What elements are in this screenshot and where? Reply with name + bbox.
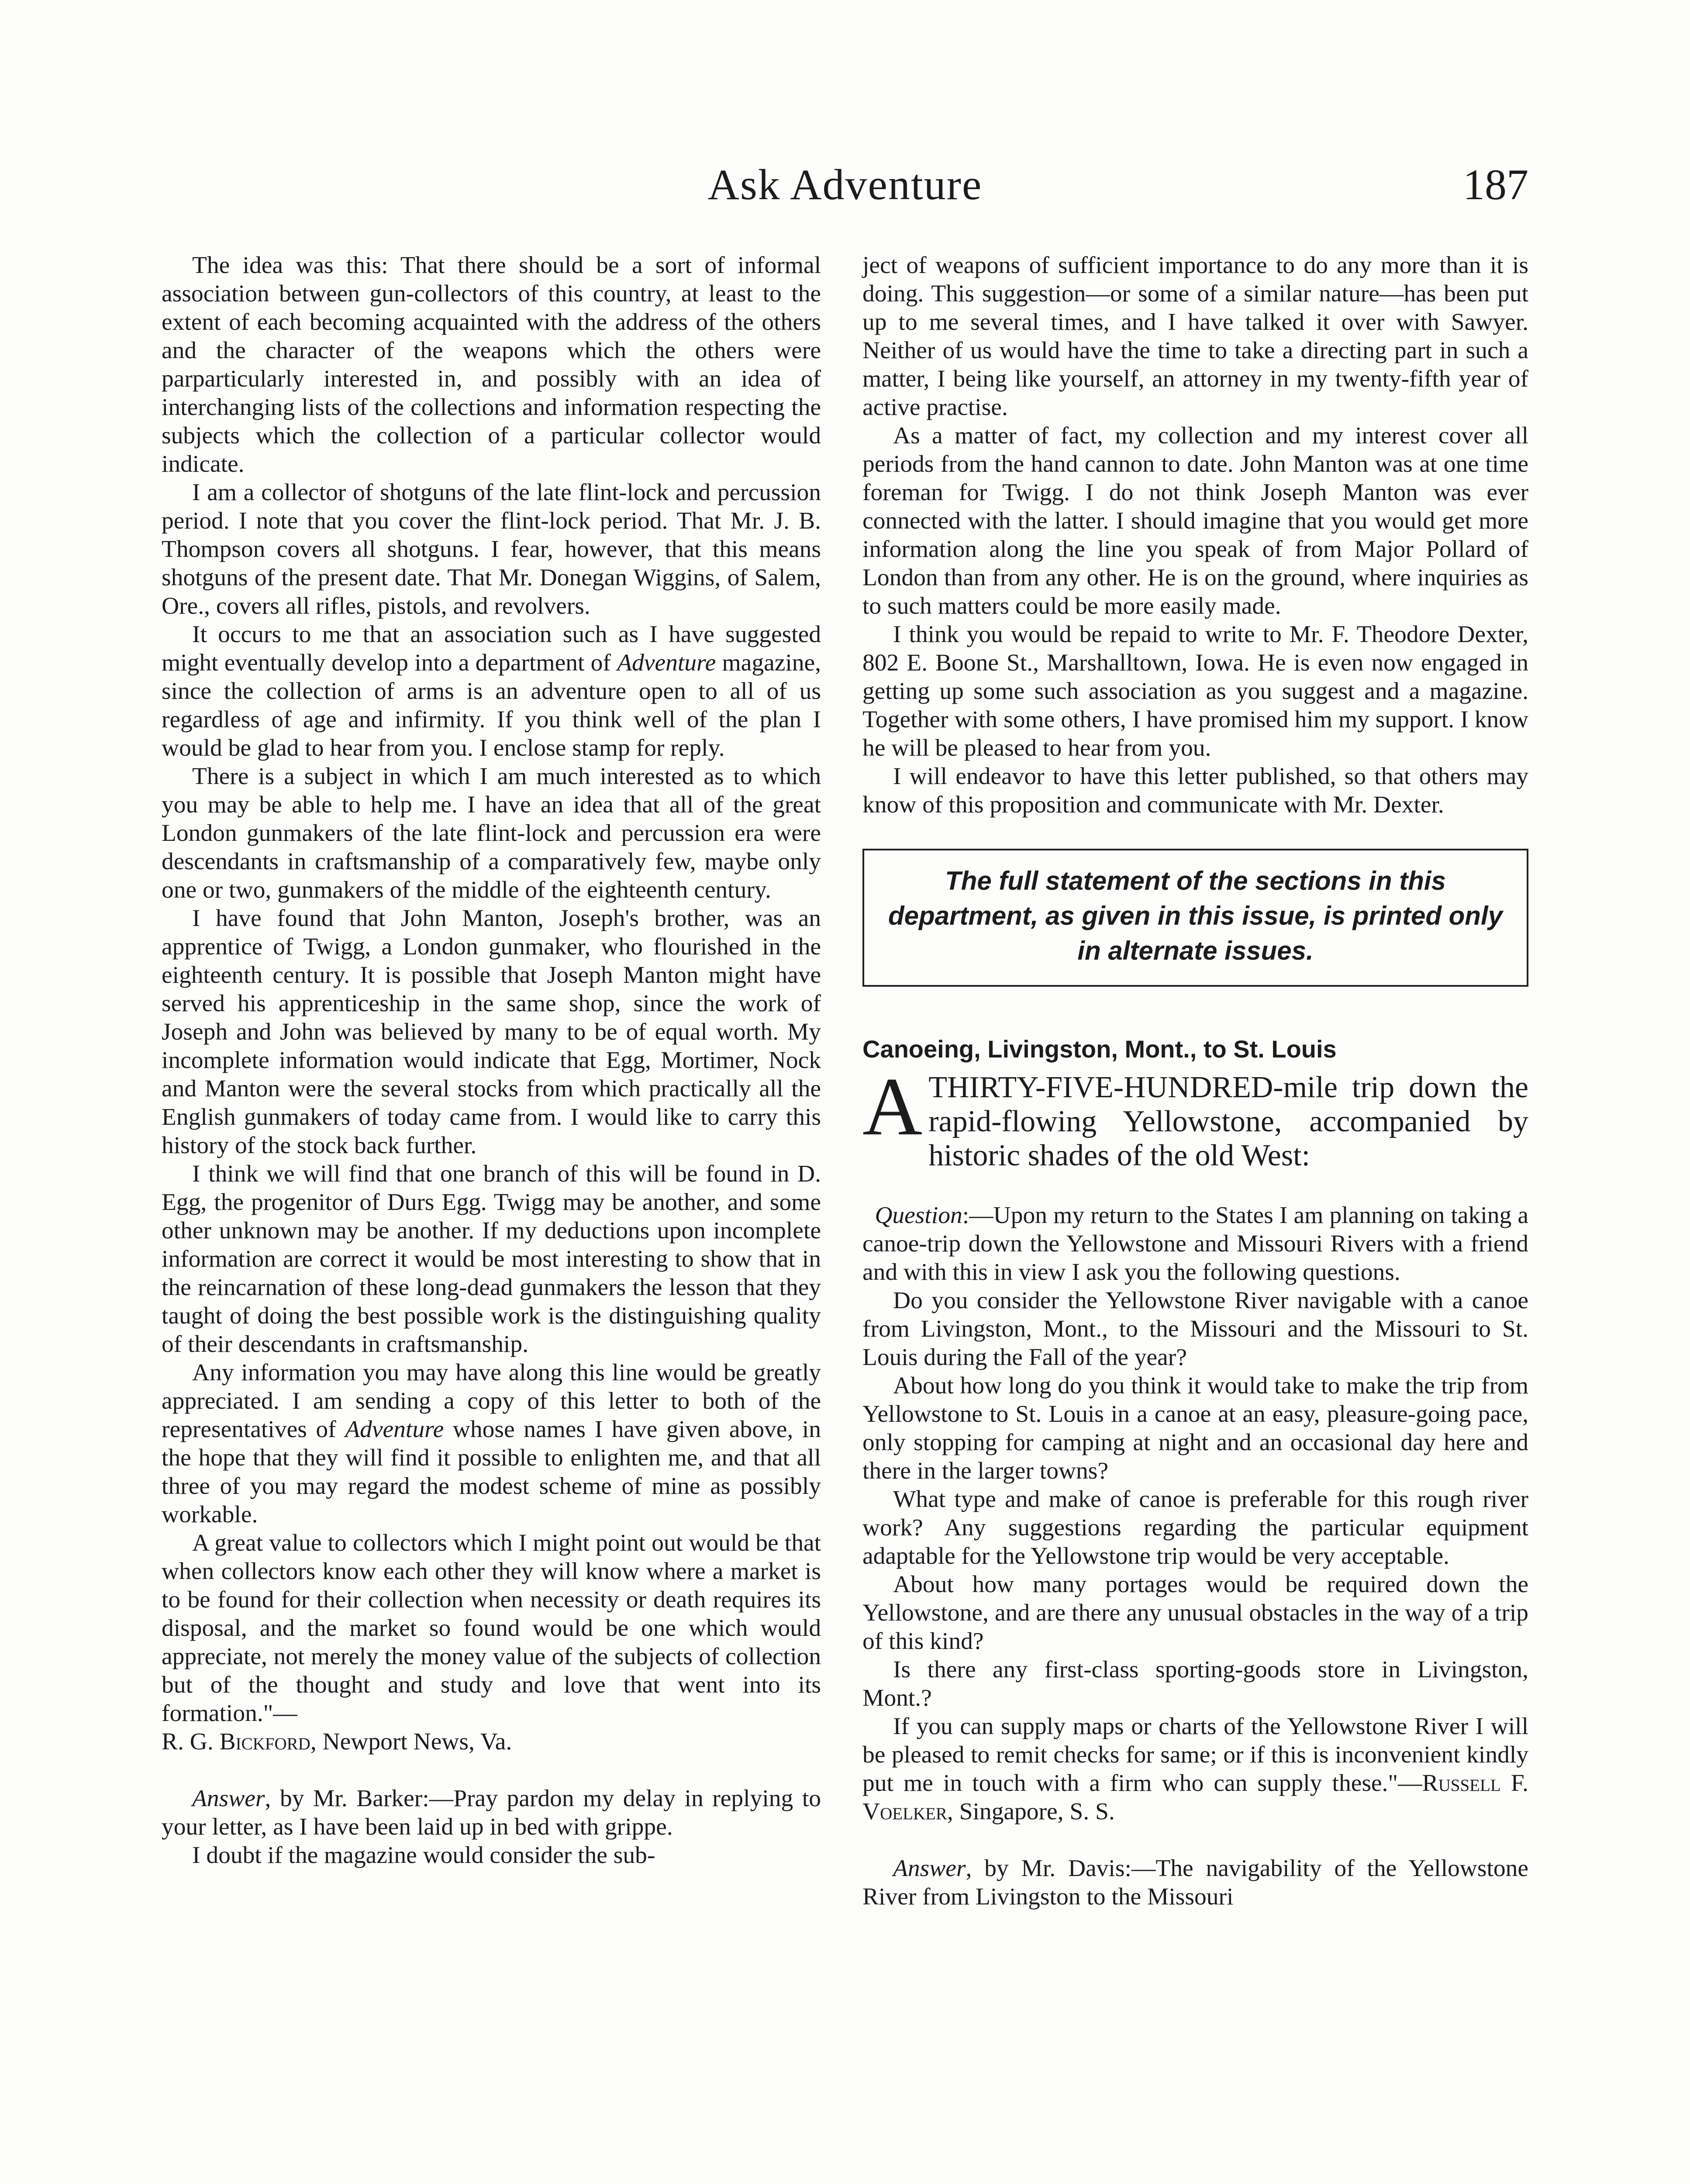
section-heading: Canoeing, Livingston, Mont., to St. Louis <box>862 1035 1337 1063</box>
paragraph: About how many portages would be required down the Yellowstone, and are there any unusual obstacles in the way of a trip of this kind? <box>862 1571 1528 1655</box>
signature-name: Russell F. Voelker <box>862 1770 1529 1825</box>
paragraph: ject of weapons of sufficient importance to do any more than it is doing. This suggestion—or some of a similar nature—has been put up to me several times, and I have talked it over with Sawyer. Neither of us would have the time to take a directing part in such a matter, I being like yourself, an attorney in my twenty-fifth year of active practise. <box>862 252 1528 421</box>
magazine-name: Adventure <box>345 1416 444 1443</box>
paragraph: As a matter of fact, my collection and my interest cover all periods from the hand cannon to date. John Manton was at one time foreman for Twigg. I do not think Joseph Manton was ever connected with the latter. I should imagine that you would get more information along the line you speak of from Major Pollard of London than from any other. He is on the ground, where inquiries as to such matters could be more easily made. <box>862 422 1528 619</box>
page-number: 187 <box>1463 160 1528 209</box>
signature-name: R. G. Bickford <box>162 1728 310 1755</box>
answer-paragraph: Answer, by Mr. Barker:—Pray pardon my delay in replying to your letter, as I have been laid up in bed with grippe. <box>162 1785 821 1840</box>
answer-paragraph: Answer, by Mr. Davis:—The navigability of the Yellowstone River from Livingston to the Missouri <box>862 1855 1528 1910</box>
notice-box: The full statement of the sections in this department, as given in this issue, is printed only in alternate issues. <box>862 849 1528 987</box>
left-column <box>162 251 821 1870</box>
paragraph: I think we will find that one branch of this will be found in D. Egg, the progenitor of Durs Egg. Twigg may be another, and some other unknown may be another. If my deductions upon incomplete information are correct it would be most interesting to show that in the reincarnation of these long-dead gunmakers the lesson that they taught of doing the best possible work is the distinguishing quality of their descendants in craftsmanship. <box>162 1161 821 1358</box>
paragraph: Is there any first-class sporting-goods store in Livingston, Mont.? <box>862 1656 1528 1711</box>
paragraph: I have found that John Manton, Joseph's brother, was an apprentice of Twigg, a London gunmaker, who flourished in the eighteenth century. It is possible that Joseph Manton might have served his apprenticeship in the same shop, since the work of Joseph and John was believed by many to be of equal worth. My incomplete information would indicate that Egg, Mortimer, Nock and Manton were the several stocks from which practically all the English gunmakers of today came from. I would like to carry this history of the stock back further. <box>162 905 821 1159</box>
paragraph: What type and make of canoe is preferable for this rough river work? Any suggestions regarding the particular equipment adaptable for the Yellowstone trip would be very acceptable. <box>862 1486 1528 1569</box>
paragraph: I doubt if the magazine would consider the sub- <box>192 1842 655 1869</box>
answer-label: Answer <box>192 1785 265 1812</box>
paragraph: It occurs to me that an association such as I have suggested might eventually develop into a department of Adventure magazine, since the collection of arms is an adventure open to all of us regardless of age and infirmity. If you think well of the plan I would be glad to hear from you. I enclose stamp for reply. <box>162 621 821 761</box>
paragraph: I will endeavor to have this letter published, so that others may know of this proposition and communicate with Mr. Dexter. <box>862 763 1528 818</box>
paragraph: The idea was this: That there should be a sort of informal association between gun-collectors of this country, at least to the extent of each becoming acquainted with the address of the others and the character of the weapons which the others were parparticularly interested in, and possibly with an idea of interchanging lists of the collections and information respecting the subjects which the collection of a particular collector would indicate. <box>162 252 821 477</box>
paragraph: I think you would be repaid to write to Mr. F. Theodore Dexter, 802 E. Boone St., Marshalltown, Iowa. He is even now engaged in getting up some such association as you suggest and a magazine. Together with some others, I have promised him my support. I know he will be pleased to hear from you. <box>862 621 1528 761</box>
answer-label: Answer <box>893 1855 966 1882</box>
page-header <box>0 151 1690 212</box>
paragraph: There is a subject in which I am much interested as to which you may be able to help me. I have an idea that all of the great London gunmakers of the late flint-lock and percussion era were descendants in craftsmanship of a comparatively few, maybe only one or two, gunmakers of the middle of the eighteenth century. <box>162 763 821 903</box>
paragraph: About how long do you think it would take to make the trip from Yellowstone to St. Louis in a canoe at an easy, pleasure-going pace, only stopping for camping at night and an occasional day here and there in the larger towns? <box>862 1372 1528 1484</box>
question-paragraph: Question:—Upon my return to the States I am planning on taking a canoe-trip down the Yellowstone and Missouri Rivers with a friend and with this in view I ask you the following questions. <box>862 1202 1528 1286</box>
paragraph: I am a collector of shotguns of the late flint-lock and percussion period. I note that you cover the flint-lock period. That Mr. J. B. Thompson covers all shotguns. I fear, however, that this means shotguns of the present date. That Mr. Donegan Wiggins, of Salem, Ore., covers all rifles, pistols, and revolvers. <box>162 479 821 619</box>
paragraph: Do you consider the Yellowstone River navigable with a canoe from Livingston, Mont., to the Missouri and the Missouri to St. Louis during the Fall of the year? <box>862 1287 1528 1371</box>
magazine-name: Adventure <box>617 650 716 676</box>
drop-cap: A <box>862 1061 923 1153</box>
paragraph: If you can supply maps or charts of the Yellowstone River I will be pleased to remit checks for same; or if this is inconvenient kindly put me in touch with a firm who can supply these."—Russell F. Voelker, Singapore, S. S. <box>862 1713 1529 1825</box>
paragraph: Any information you may have along this line would be greatly appreciated. I am sending a copy of this letter to both of the representatives of Adventure whose names I have given above, in the hope that they will find it possible to enlighten me, and that all three of you may regard the modest scheme of mine as possibly workable. <box>162 1359 821 1528</box>
running-title: Ask Adventure <box>707 160 983 209</box>
lead-paragraph: ATHIRTY-FIVE-HUNDRED-mile trip down the rapid-flowing Yellowstone, accompanied by historic shades of the old West: <box>862 1061 1528 1172</box>
paragraph: A great value to collectors which I might point out would be that when collectors know each other they will know where a market is to be found for their collection when necessity or death requires its disposal, and the market so found would be one which would appreciate, not merely the money value of the subjects of collection but of the thought and study and love that went into its formation."— <box>162 1530 821 1727</box>
right-column <box>862 251 1528 1911</box>
question-label: Question <box>875 1202 962 1229</box>
letter-signature: R. G. Bickford, Newport News, Va. <box>162 1728 512 1755</box>
